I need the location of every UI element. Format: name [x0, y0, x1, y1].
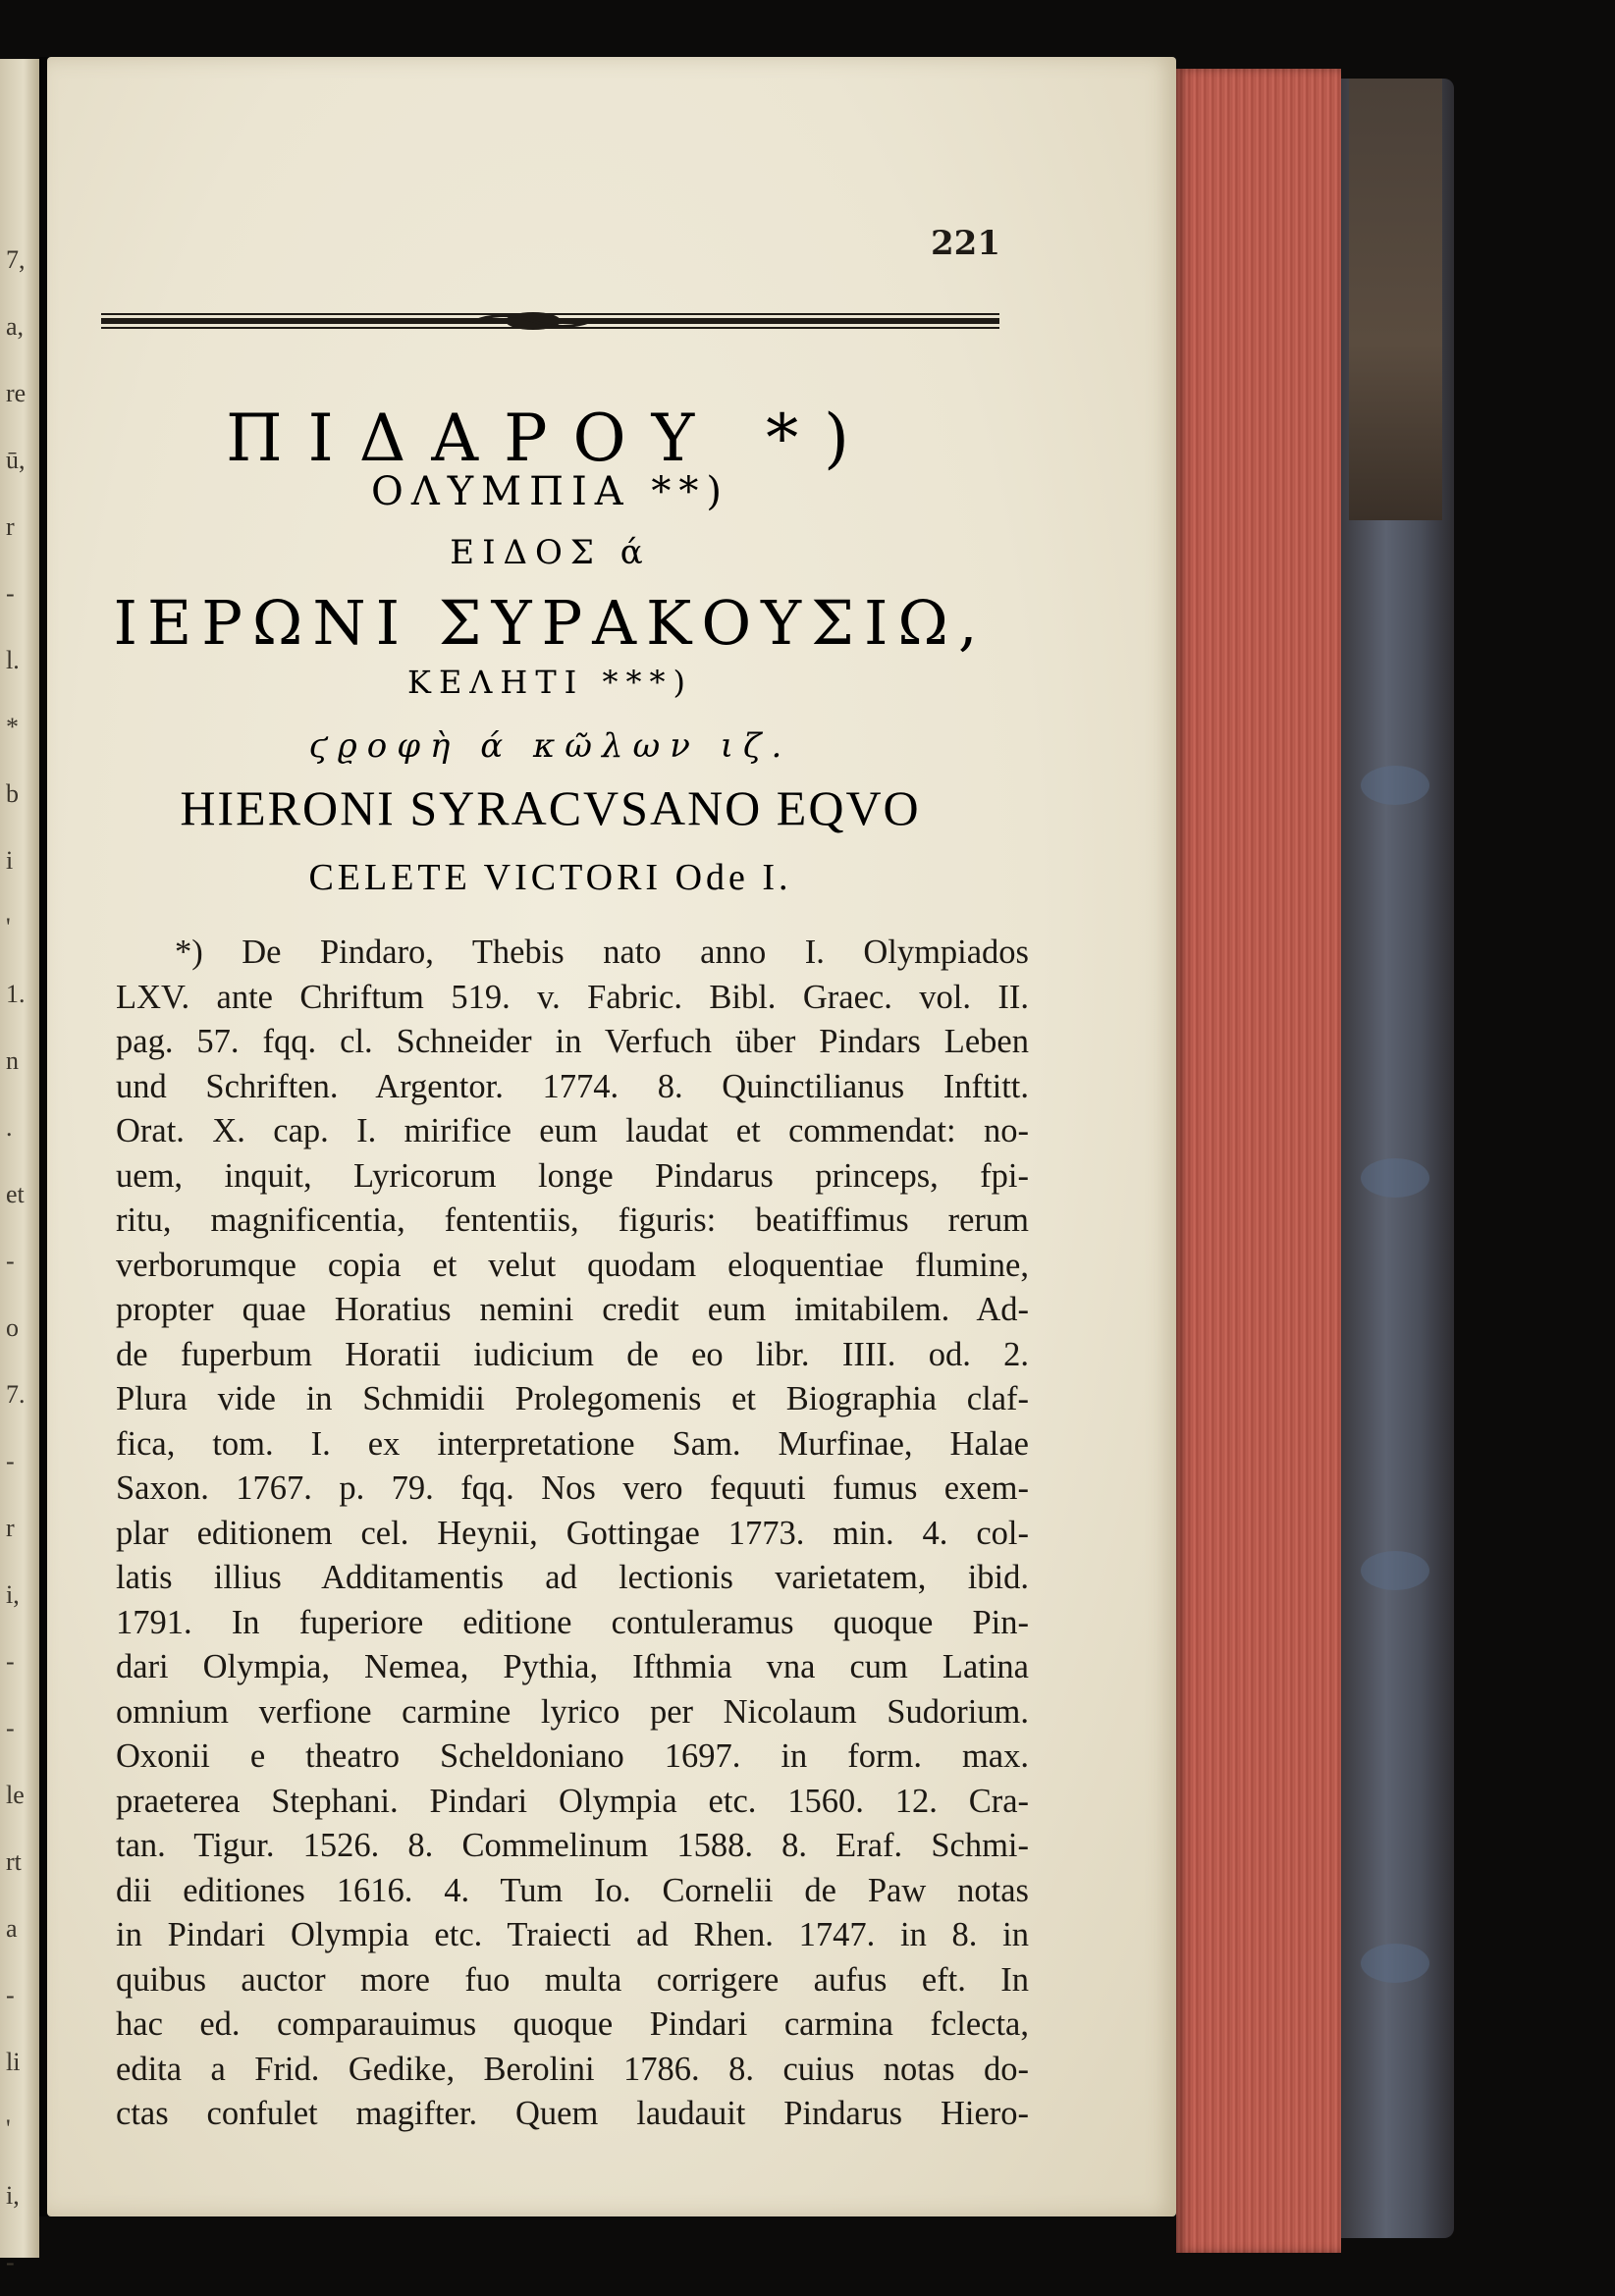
facing-page-glyph: - [6, 1447, 15, 1475]
footnote-line: Saxon. 1767. p. 79. fqq. Nos vero fequuti fumus exem- [116, 1469, 1029, 1507]
decorative-rule [101, 310, 999, 332]
greek-olympia-heading: ΟΛΥΜΠΙΑ **) [371, 469, 729, 514]
facing-page-glyph: . [6, 1113, 13, 1142]
facing-page-glyph: i, [6, 1580, 20, 1609]
footnote-line: verborumque copia et velut quodam eloquentiae flumine, [116, 1246, 1029, 1284]
footnote-line: LXV. ante Chriftum 519. v. Fabric. Bibl. Graec. vol. II. [116, 978, 1029, 1016]
footnote-line: tan. Tigur. 1526. 8. Commelinum 1588. 8. Eraf. Schmi- [116, 1827, 1029, 1864]
footnote-line: ctas confulet magifter. Quem laudauit Pindarus Hiero- [116, 2095, 1029, 2132]
facing-page-glyph: o [6, 1313, 19, 1342]
footnote-line: pag. 57. fqq. cl. Schneider in Verfuch über Pindars Leben [116, 1023, 1029, 1060]
footnote-line: plar editionem cel. Heynii, Gottingae 1773. min. 4. col- [116, 1514, 1029, 1552]
facing-page-glyph: le [6, 1781, 25, 1809]
facing-page-glyph: ' [6, 2114, 11, 2143]
greek-hieroni-heading: ΙΕΡΩΝΙ ΣΥΡΑΚΟΥΣΙΩ, [113, 587, 988, 659]
page-number: 221 [931, 224, 1000, 263]
facing-page-glyph: et [6, 1180, 25, 1208]
footnote-line: 1791. In fuperiore editione contuleramus quoque Pin- [116, 1603, 1029, 1641]
footnote-line: dari Olympia, Nemea, Pythia, Ifthmia vna cum Latina [116, 1648, 1029, 1685]
facing-page-glyph: rt [6, 1847, 22, 1876]
footnote-line: in Pindari Olympia etc. Traiecti ad Rhen. 1747. in 8. in [116, 1916, 1029, 1953]
facing-page-glyph: - [6, 1714, 15, 1742]
footnote-line: propter quae Horatius nemini credit eum imitabilem. Ad- [116, 1291, 1029, 1328]
cover-marbling [1361, 1158, 1429, 1198]
greek-keleti-heading: ΚΕΛΗΤΙ ***) [407, 664, 693, 701]
greek-strophe-line: ϛϱοφὴ ά κῶλων ιζ. [308, 726, 792, 766]
left-facing-page-edge [0, 59, 39, 2276]
facing-page-glyph: - [6, 1247, 15, 1275]
footnote-line: edita a Frid. Gedike, Berolini 1786. 8. cuius notas do- [116, 2050, 1029, 2088]
facing-page-glyph: r [6, 512, 15, 541]
facing-page-glyph: 7. [6, 1380, 26, 1409]
footnote-line: uem, inquit, Lyricorum longe Pindarus princeps, fpi- [116, 1156, 1029, 1195]
book-cover [1341, 79, 1454, 2238]
latin-subtitle: CELETE VICTORI Ode I. [308, 857, 792, 898]
footnote-line: omnium verfione carmine lyrico per Nicolaum Sudorium. [116, 1692, 1029, 1731]
footnote-line: ritu, magnificentia, fententiis, figuris: beatiffimus rerum [116, 1201, 1029, 1239]
cover-label [1349, 79, 1442, 520]
footnote-line: de fuperbum Horatii iudicium de eo libr. IIII. od. 2. [116, 1335, 1029, 1373]
footnote-line: latis illius Additamentis ad lectionis varietatem, ibid. [116, 1559, 1029, 1596]
facing-page-glyph: a [6, 1914, 18, 1943]
footnote-line: hac ed. comparauimus quoque Pindari carmina fclecta, [116, 2005, 1029, 2043]
footnote-line: quibus auctor more fuo multa corrigere aufus eft. In [116, 1960, 1029, 1999]
footnote-line: dii editiones 1616. 4. Tum Io. Cornelii de Paw notas [116, 1871, 1029, 1909]
facing-page-glyph: re [6, 379, 27, 407]
facing-page-glyph: b [6, 779, 19, 808]
facing-page-glyph: ū, [6, 446, 26, 474]
facing-page-glyph: - [6, 579, 15, 608]
facing-page-glyph: ' [6, 913, 11, 941]
facing-page-glyph: r [6, 1514, 15, 1542]
facing-page-glyph: - [6, 1981, 15, 2009]
facing-page-glyph: l. [6, 646, 20, 674]
footnote-line: *) De Pindaro, Thebis nato anno I. Olympiados [175, 934, 1029, 971]
facing-page-glyph: - [6, 2248, 15, 2276]
cover-marbling [1361, 1944, 1429, 1983]
footnote-line: praeterea Stephani. Pindari Olympia etc. 1560. 12. Cra- [116, 1782, 1029, 1820]
facing-page-glyph: li [6, 2048, 21, 2076]
facing-page-glyph: a, [6, 312, 25, 341]
facing-page-glyph: * [6, 713, 19, 741]
facing-page-glyph: 7, [6, 245, 26, 274]
greek-eidos-heading: ΕΙΔΟΣ ά [450, 533, 651, 572]
facing-page-glyph: n [6, 1046, 19, 1075]
facing-page-glyph: 1. [6, 980, 26, 1008]
footnote-line: Orat. X. cap. I. mirifice eum laudat et commendat: no- [116, 1112, 1029, 1149]
cover-marbling [1361, 766, 1429, 805]
footnote-line: fica, tom. I. ex interpretatione Sam. Murfinae, Halae [116, 1424, 1029, 1463]
latin-title: HIERONI SYRACVSANO EQVO [180, 780, 921, 835]
facing-page-glyph: - [6, 1647, 15, 1676]
greek-title: ΠΙΔΑΡΟΥ *) [226, 400, 875, 476]
facing-page-glyph: i, [6, 2181, 20, 2210]
book-page [47, 57, 1176, 2216]
footnote-line: Oxonii e theatro Scheldoniano 1697. in form. max. [116, 1737, 1029, 1775]
facing-page-glyph: i [6, 846, 14, 875]
page-block-red-edge [1176, 69, 1341, 2253]
footnote-line: Plura vide in Schmidii Prolegomenis et Biographia claf- [116, 1380, 1029, 1417]
cover-marbling [1361, 1551, 1429, 1590]
footnote-line: und Schriften. Argentor. 1774. 8. Quinctilianus Inftitt. [116, 1067, 1029, 1105]
footnote-block [116, 931, 1029, 2137]
